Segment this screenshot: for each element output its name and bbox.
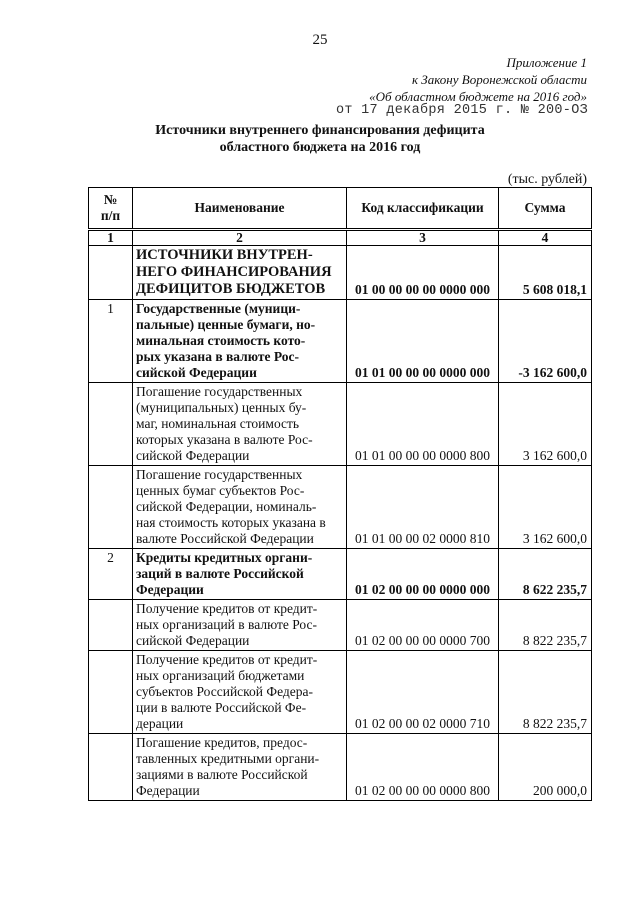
row-name-line: ции в валюте Российской Фе- xyxy=(136,700,307,715)
row-name-line: сийской Федерации xyxy=(136,448,250,463)
row-name xyxy=(133,600,347,651)
row-sum: 200 000,0 xyxy=(499,734,592,801)
row-name-line: Погашение кредитов, предос- xyxy=(136,735,308,750)
row-name-line: Государственные (муници- xyxy=(136,301,301,316)
row-number: 1 xyxy=(89,300,133,383)
row-code: 01 01 00 00 00 0000 800 xyxy=(347,383,499,466)
row-name xyxy=(133,466,347,549)
row-code: 01 02 00 00 02 0000 710 xyxy=(347,651,499,734)
column-number-row xyxy=(89,230,592,246)
row-name-line: Погашение государственных xyxy=(136,384,303,399)
row-number xyxy=(89,246,133,300)
table-body xyxy=(89,230,592,801)
appendix-line-2: к Закону Воронежской области xyxy=(411,72,587,87)
title-line-1: Источники внутреннего финансирования дефицита xyxy=(155,123,485,138)
row-name-line: Федерации xyxy=(136,783,200,798)
row-name-line: сийской Федерации xyxy=(136,633,250,648)
row-name xyxy=(133,734,347,801)
row-number xyxy=(89,651,133,734)
title-line-2: областного бюджета на 2016 год xyxy=(219,140,421,155)
row-name-line: Кредиты кредитных органи- xyxy=(136,550,313,565)
row-name-line: заций в валюте Российской xyxy=(136,566,304,581)
row-number xyxy=(89,734,133,801)
table-row xyxy=(89,300,592,383)
row-code: 01 02 00 00 00 0000 000 xyxy=(347,549,499,600)
table-row xyxy=(89,466,592,549)
row-name-line: НЕГО ФИНАНСИРОВАНИЯ xyxy=(136,264,332,280)
row-sum: 8 822 235,7 xyxy=(499,651,592,734)
row-name-line: пальные) ценные бумаги, но- xyxy=(136,317,316,332)
row-number: 2 xyxy=(89,549,133,600)
row-code: 01 00 00 00 00 0000 000 xyxy=(347,246,499,300)
row-name-line: ных организаций в валюте Рос- xyxy=(136,617,317,632)
table-row xyxy=(89,734,592,801)
header-code: Код классификации xyxy=(347,188,499,230)
table-row xyxy=(89,549,592,600)
header-sum: Сумма xyxy=(499,188,592,230)
row-sum: -3 162 600,0 xyxy=(499,300,592,383)
table-header-row xyxy=(89,188,592,230)
row-name xyxy=(133,651,347,734)
row-number xyxy=(89,466,133,549)
financing-table xyxy=(88,187,592,801)
row-name-line: ценных бумаг субъектов Рос- xyxy=(136,483,305,498)
row-code: 01 01 00 00 02 0000 810 xyxy=(347,466,499,549)
row-name-line: сийской Федерации, номиналь- xyxy=(136,499,317,514)
row-code: 01 02 00 00 00 0000 800 xyxy=(347,734,499,801)
row-sum: 5 608 018,1 xyxy=(499,246,592,300)
header-name: Наименование xyxy=(133,188,347,230)
row-sum: 8 622 235,7 xyxy=(499,549,592,600)
row-name-line: Получение кредитов от кредит- xyxy=(136,601,318,616)
row-sum: 3 162 600,0 xyxy=(499,383,592,466)
row-number xyxy=(89,383,133,466)
table-row xyxy=(89,600,592,651)
registration-stamp: от 17 декабря 2015 г. № 200-ОЗ xyxy=(335,103,588,118)
column-number-3: 3 xyxy=(347,230,499,246)
row-name-line: рых указана в валюте Рос- xyxy=(136,349,300,364)
row-name-line: (муниципальных) ценных бу- xyxy=(136,400,307,415)
table-row xyxy=(89,651,592,734)
row-name-line: ная стоимость которых указана в xyxy=(136,515,326,530)
appendix-line-1: Приложение 1 xyxy=(506,55,587,70)
row-name xyxy=(133,383,347,466)
header-number-line-2: п/п xyxy=(100,208,121,223)
row-sum: 8 822 235,7 xyxy=(499,600,592,651)
table-row xyxy=(89,383,592,466)
column-number-4: 4 xyxy=(499,230,592,246)
column-number-1: 1 xyxy=(89,230,133,246)
header-number-line-1: № xyxy=(103,192,118,207)
units-note: (тыс. рублей) xyxy=(507,172,587,187)
row-name-line: Получение кредитов от кредит- xyxy=(136,652,318,667)
row-number xyxy=(89,600,133,651)
document-title xyxy=(0,122,640,156)
table-row xyxy=(89,246,592,300)
appendix-header xyxy=(369,54,587,105)
column-number-2: 2 xyxy=(133,230,347,246)
page-number: 25 xyxy=(312,32,328,48)
row-name-line: ДЕФИЦИТОВ БЮДЖЕТОВ xyxy=(136,281,326,297)
row-name-line: субъектов Российской Федера- xyxy=(136,684,313,699)
row-name-line: Погашение государственных xyxy=(136,467,303,482)
row-name-line: дерации xyxy=(136,716,184,731)
row-name-line: маг, номинальная стоимость xyxy=(136,416,300,431)
row-name xyxy=(133,246,347,300)
row-name-line: тавленных кредитными органи- xyxy=(136,751,320,766)
row-name-line: которых указана в валюте Рос- xyxy=(136,432,313,447)
row-name xyxy=(133,300,347,383)
row-name-line: ИСТОЧНИКИ ВНУТРЕН- xyxy=(136,247,313,263)
row-name-line: валюте Российской Федерации xyxy=(136,531,314,546)
appendix-line-3: «Об областном бюджете на 2016 год» xyxy=(369,89,587,104)
row-name xyxy=(133,549,347,600)
row-name-line: Федерации xyxy=(136,582,204,597)
row-name-line: минальная стоимость кото- xyxy=(136,333,306,348)
row-code: 01 01 00 00 00 0000 000 xyxy=(347,300,499,383)
row-name-line: сийской Федерации xyxy=(136,365,257,380)
header-number xyxy=(89,188,133,230)
row-sum: 3 162 600,0 xyxy=(499,466,592,549)
row-name-line: зациями в валюте Российской xyxy=(136,767,308,782)
row-code: 01 02 00 00 00 0000 700 xyxy=(347,600,499,651)
row-name-line: ных организаций бюджетами xyxy=(136,668,305,683)
